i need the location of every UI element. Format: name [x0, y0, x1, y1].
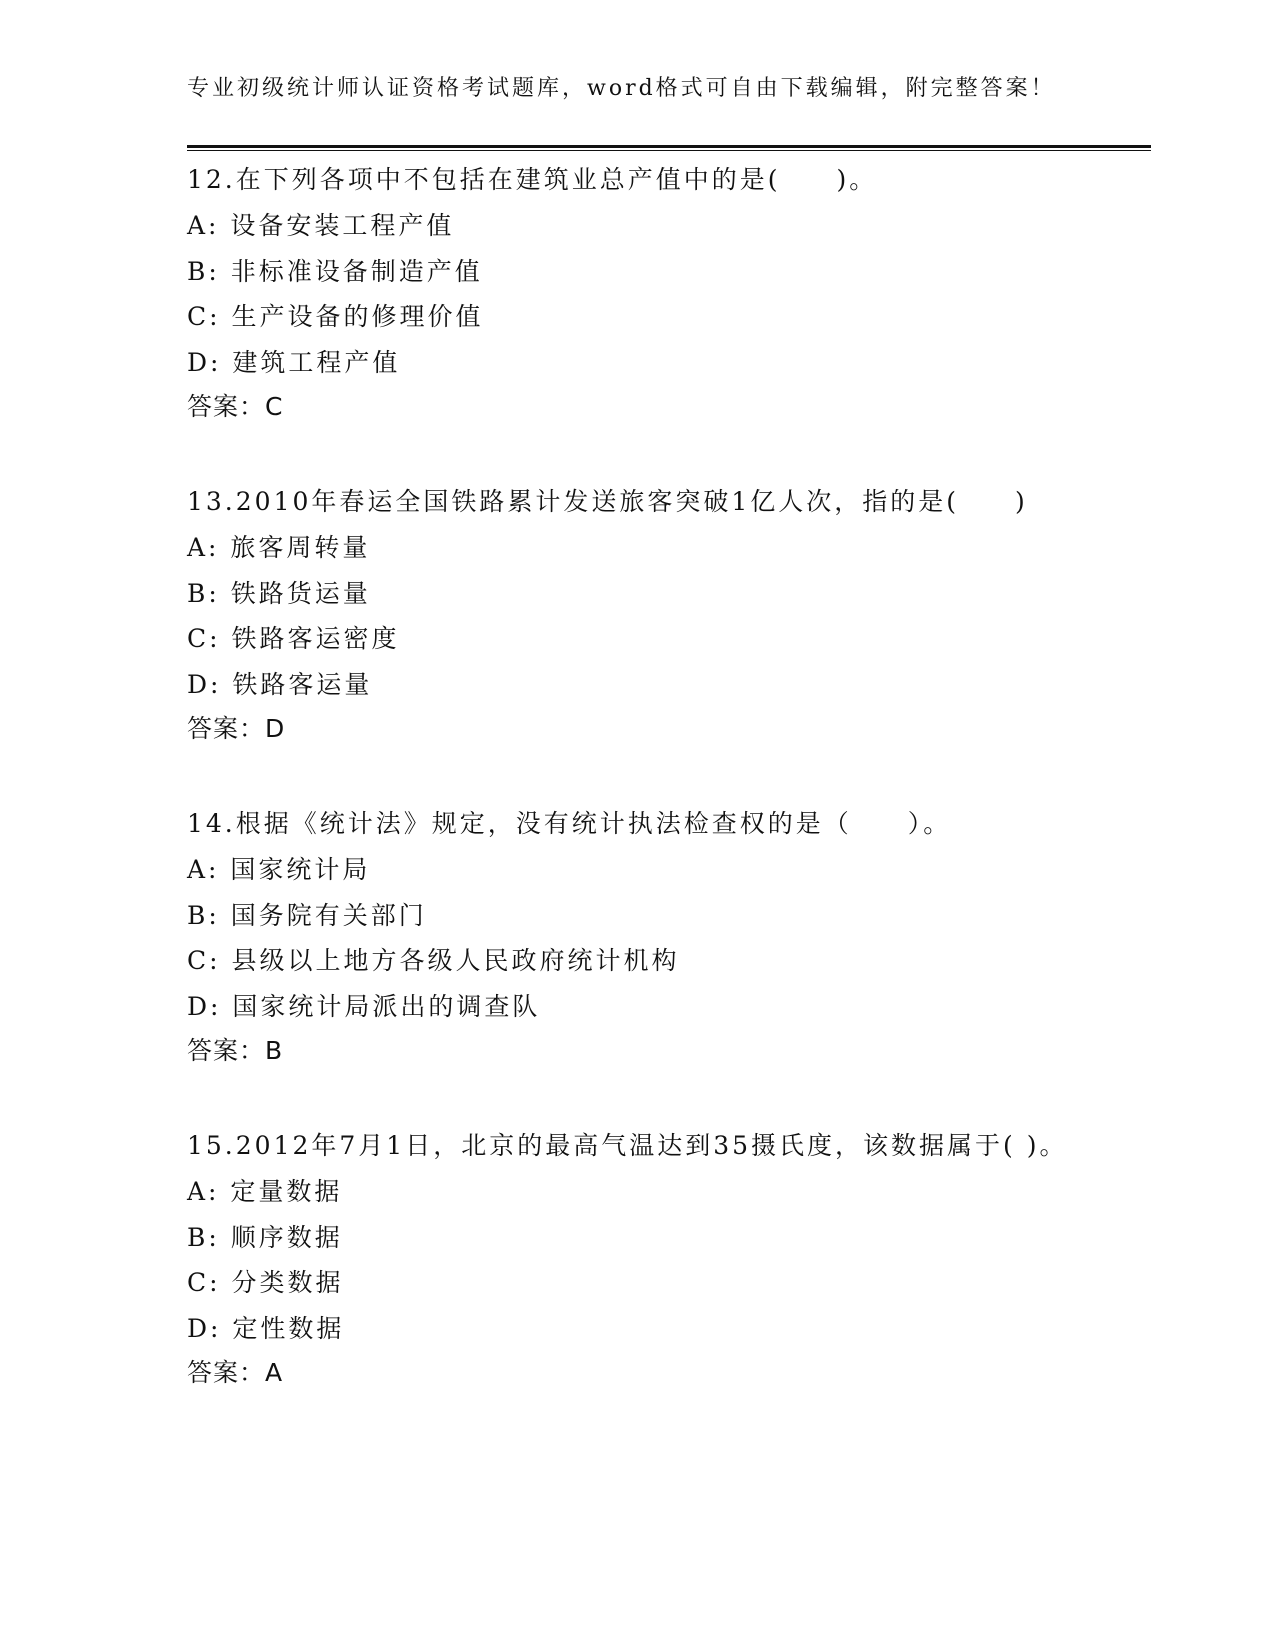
- answer: 答案：C: [187, 392, 284, 421]
- option-d: D: 铁路客运量: [187, 669, 373, 699]
- option-b: B: 顺序数据: [187, 1222, 343, 1252]
- answer: 答案：B: [187, 1036, 284, 1065]
- option-a: A: 定量数据: [187, 1177, 343, 1206]
- option-c: C: 分类数据: [187, 1268, 344, 1297]
- question-title: 15.2012年7月1日，北京的最高气温达到35摄氏度，该数据属于( )。: [187, 1131, 1068, 1160]
- option-d: D: 国家统计局派出的调查队: [187, 991, 541, 1021]
- header-rule-thin: [187, 150, 1151, 151]
- question-title: 12.在下列各项中不包括在建筑业总产值中的是( )。: [187, 165, 878, 194]
- option-b: B: 非标准设备制造产值: [187, 256, 483, 286]
- question-15: [187, 1123, 1107, 1395]
- option-a: A: 旅客周转量: [187, 533, 371, 562]
- option-d: D: 定性数据: [187, 1313, 345, 1343]
- option-d: D: 建筑工程产值: [187, 347, 401, 377]
- question-14: [187, 801, 1107, 1073]
- answer: 答案：A: [187, 1358, 284, 1387]
- option-c: C: 生产设备的修理价值: [187, 302, 484, 331]
- option-c: C: 铁路客运密度: [187, 624, 400, 653]
- question-title: 14.根据《统计法》规定，没有统计执法检查权的是（ ）。: [187, 809, 952, 838]
- option-a: A: 设备安装工程产值: [187, 211, 455, 240]
- option-b: B: 国务院有关部门: [187, 900, 427, 930]
- page-header: 专业初级统计师认证资格考试题库，word格式可自由下载编辑，附完整答案！: [187, 76, 1056, 101]
- option-a: A: 国家统计局: [187, 855, 371, 884]
- question-title: 13.2010年春运全国铁路累计发送旅客突破1亿人次，指的是( ): [187, 487, 1028, 516]
- option-b: B: 铁路货运量: [187, 578, 371, 608]
- header-rule-thick: [187, 145, 1151, 148]
- question-12: [187, 157, 1107, 429]
- answer: 答案：D: [187, 714, 286, 743]
- question-list: [187, 157, 1107, 1445]
- question-13: [187, 479, 1107, 751]
- option-c: C: 县级以上地方各级人民政府统计机构: [187, 946, 680, 975]
